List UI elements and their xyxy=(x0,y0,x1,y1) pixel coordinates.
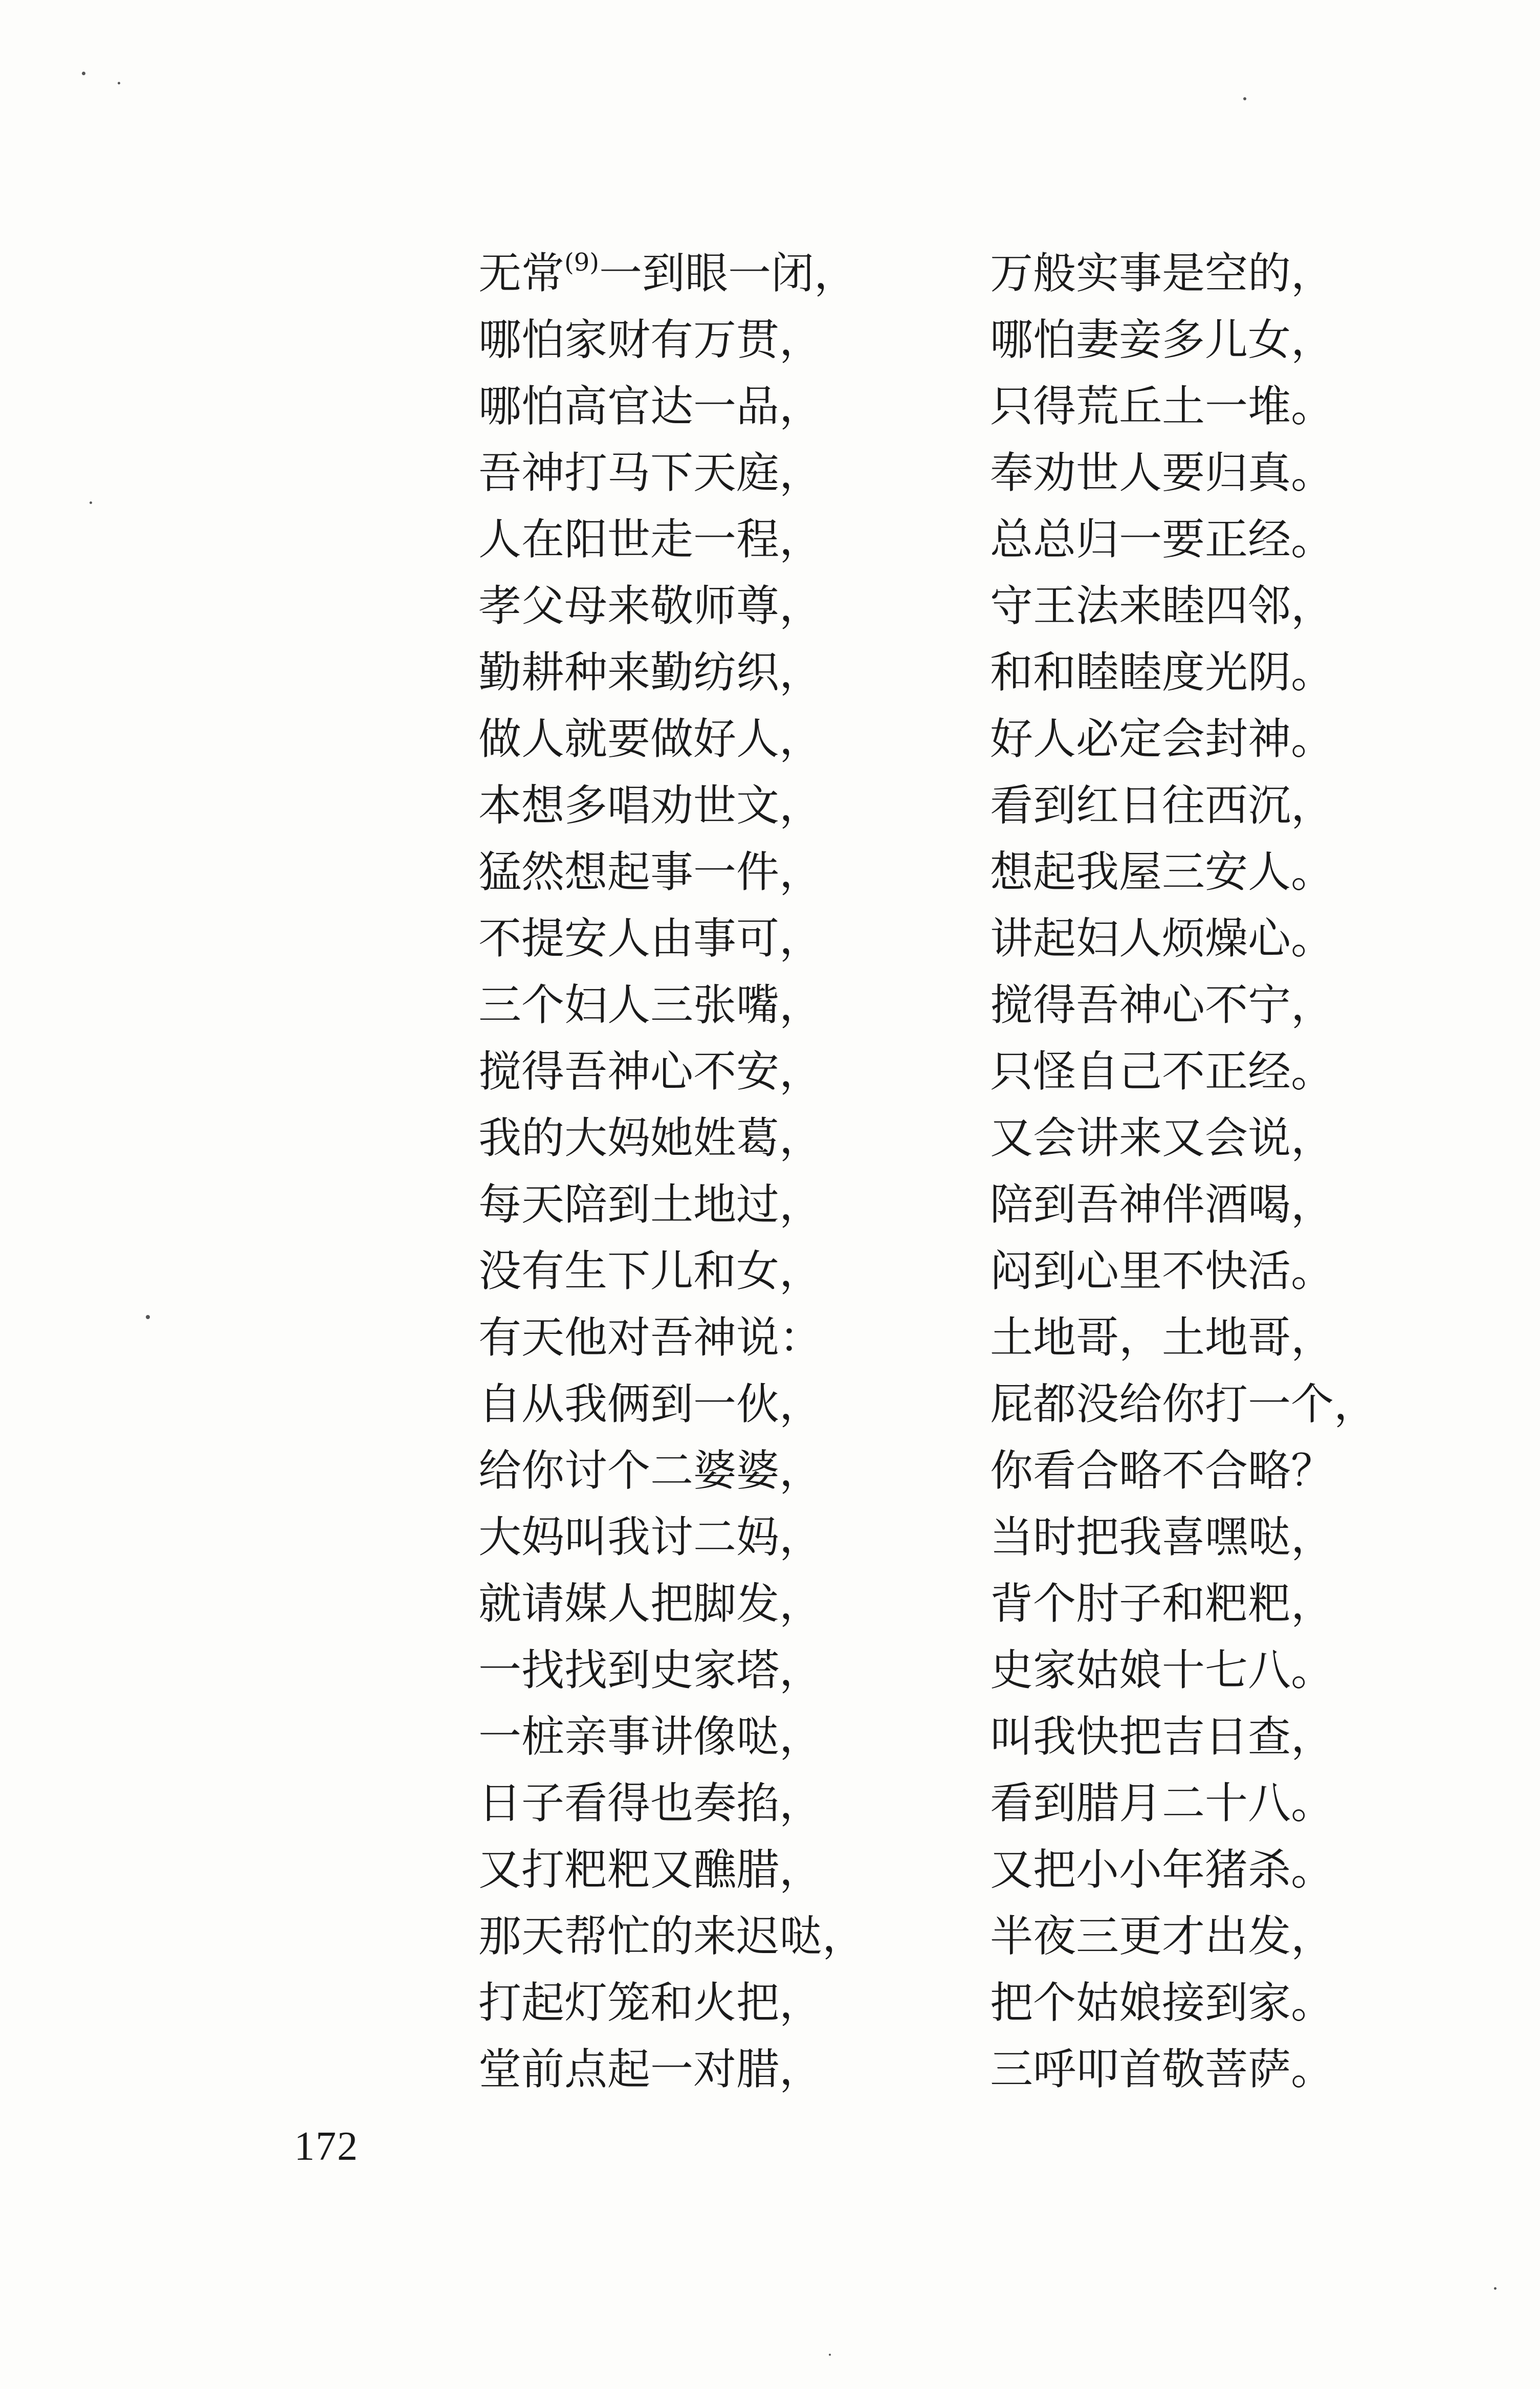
verse-lines xyxy=(478,312,1379,2108)
verse-line xyxy=(478,1110,1379,1177)
verse-left-half: 打起灯笼和火把， xyxy=(478,1978,823,2028)
verse-right-half: 又把小小年猪杀。 xyxy=(990,1845,1334,1895)
verse-line xyxy=(478,1177,1379,1243)
verse-right-half: 又会讲来又会说， xyxy=(990,1113,1334,1163)
verse-right-half: 看到红日往西沉， xyxy=(990,780,1334,830)
verse-right-half: 守王法来睦四邻， xyxy=(990,581,1334,631)
verse-line xyxy=(478,1443,1379,1509)
verse-line xyxy=(478,1509,1379,1576)
scan-speck xyxy=(829,2354,831,2356)
verse-right-half: 想起我屋三安人。 xyxy=(990,847,1334,897)
verse-right-half: 奉劝世人要归真。 xyxy=(990,448,1334,498)
verse-left-half: 本想多唱劝世文， xyxy=(478,780,823,830)
verse-right-half: 三呼叩首敬菩萨。 xyxy=(990,2044,1334,2094)
scan-speck xyxy=(118,82,120,84)
verse-left-half: 又打粑粑又醮腊， xyxy=(478,1845,823,1895)
verse-right-half: 土地哥，土地哥， xyxy=(990,1312,1334,1363)
verse-left-half: 猛然想起事一件， xyxy=(478,847,823,897)
verse-left-half: 自从我俩到一伙， xyxy=(478,1379,823,1429)
verse-line xyxy=(478,445,1379,512)
verse-left-half: 一找找到史家塔， xyxy=(478,1645,823,1695)
verse-right-half: 背个肘子和粑粑， xyxy=(990,1579,1334,1629)
verse-left-half: 就请媒人把脚发， xyxy=(478,1579,823,1629)
verse-right-half: 你看合略不合略？ xyxy=(990,1445,1334,1496)
verse-right-half: 和和睦睦度光阴。 xyxy=(990,647,1334,697)
verse-left-half: 没有生下儿和女， xyxy=(478,1246,823,1296)
verse-line xyxy=(478,1709,1379,1776)
verse-left-half: 哪怕高官达一品， xyxy=(478,381,823,431)
verse-line xyxy=(478,246,1379,312)
verse-right-half: 总总归一要正经。 xyxy=(990,514,1334,564)
verse-left-half: 三个妇人三张嘴， xyxy=(478,980,823,1030)
verse-left-half: 搅得吾神心不安， xyxy=(478,1046,823,1097)
verse-line xyxy=(478,1909,1379,1975)
verse-line xyxy=(478,1576,1379,1642)
scan-speck xyxy=(146,1315,150,1319)
verse-left-half: 一桩亲事讲像哒， xyxy=(478,1712,823,1762)
verse-right-half: 屁都没给你打一个， xyxy=(990,1379,1377,1429)
verse-right-half: 好人必定会封神。 xyxy=(990,714,1334,764)
verse-left-half: 那天帮忙的来迟哒， xyxy=(478,1911,866,1961)
verse-right-half: 讲起妇人烦燥心。 xyxy=(990,913,1334,963)
verse-line xyxy=(478,911,1379,977)
verse-line xyxy=(478,1243,1379,1310)
verse-line xyxy=(478,645,1379,711)
scan-speck xyxy=(90,501,92,504)
verse-right-half: 只得荒丘土一堆。 xyxy=(990,381,1334,431)
verse-line xyxy=(478,844,1379,911)
verse-left-half: 做人就要做好人， xyxy=(478,714,823,764)
verse-left-half: 哪怕家财有万贯， xyxy=(478,315,823,365)
verse-left-half: 孝父母来敬师尊， xyxy=(478,581,823,631)
footnote-marker: (9) xyxy=(564,248,600,277)
verse-line xyxy=(478,1642,1379,1709)
verse-line xyxy=(478,1975,1379,2042)
verse-right-half: 陪到吾神伴酒喝， xyxy=(990,1179,1334,1230)
verse-left-half: 有天他对吾神说： xyxy=(478,1312,823,1363)
scan-speck xyxy=(1494,2287,1497,2290)
scan-speck xyxy=(1243,97,1246,100)
verse-right-half: 看到腊月二十八。 xyxy=(990,1778,1334,1828)
verse-block xyxy=(478,246,1379,2108)
verse-right-half: 把个姑娘接到家。 xyxy=(990,1978,1334,2028)
verse-right-half: 半夜三更才出发， xyxy=(990,1911,1334,1961)
verse-left-half: 大妈叫我讨二妈， xyxy=(478,1512,823,1562)
verse-left-half: 给你讨个二婆婆， xyxy=(478,1445,823,1496)
scan-speck xyxy=(82,72,85,75)
verse-right-half: 哪怕妻妾多儿女， xyxy=(990,315,1334,365)
verse-right-half: 叫我快把吉日查， xyxy=(990,1712,1334,1762)
verse-line xyxy=(478,1376,1379,1443)
verse-line xyxy=(478,977,1379,1044)
verse-right-half: 万般实事是空的， xyxy=(990,248,1334,298)
verse-line xyxy=(478,1310,1379,1376)
verse-line xyxy=(478,778,1379,844)
verse-line xyxy=(478,379,1379,445)
verse-line xyxy=(478,1776,1379,1842)
verse-left-half: 吾神打马下天庭， xyxy=(478,448,823,498)
verse-line xyxy=(478,1842,1379,1909)
verse-left-half: 不提安人由事可， xyxy=(478,913,823,963)
verse-left-half: 无常$^{(9)}$一到眼一闭， xyxy=(478,248,857,298)
verse-right-half: 闷到心里不快活。 xyxy=(990,1246,1334,1296)
verse-right-half: 史家姑娘十七八。 xyxy=(990,1645,1334,1695)
verse-left-half: 我的大妈她姓葛， xyxy=(478,1113,823,1163)
verse-line xyxy=(478,312,1379,379)
page-number: 172 xyxy=(294,2124,359,2169)
verse-left-half: 勤耕种来勤纺织， xyxy=(478,647,823,697)
verse-left-half: 日子看得也奏掐， xyxy=(478,1778,823,1828)
verse-right-half: 搅得吾神心不宁， xyxy=(990,980,1334,1030)
verse-left-half: 人在阳世走一程， xyxy=(478,514,823,564)
verse-line xyxy=(478,2042,1379,2108)
verse-line xyxy=(478,711,1379,778)
verse-left-half: 每天陪到土地过， xyxy=(478,1179,823,1230)
verse-left-half: 堂前点起一对腊， xyxy=(478,2044,823,2094)
verse-line xyxy=(478,578,1379,645)
verse-line xyxy=(478,512,1379,578)
verse-line xyxy=(478,1044,1379,1110)
verse-right-half: 当时把我喜嘿哒， xyxy=(990,1512,1334,1562)
verse-right-half: 只怪自己不正经。 xyxy=(990,1046,1334,1097)
